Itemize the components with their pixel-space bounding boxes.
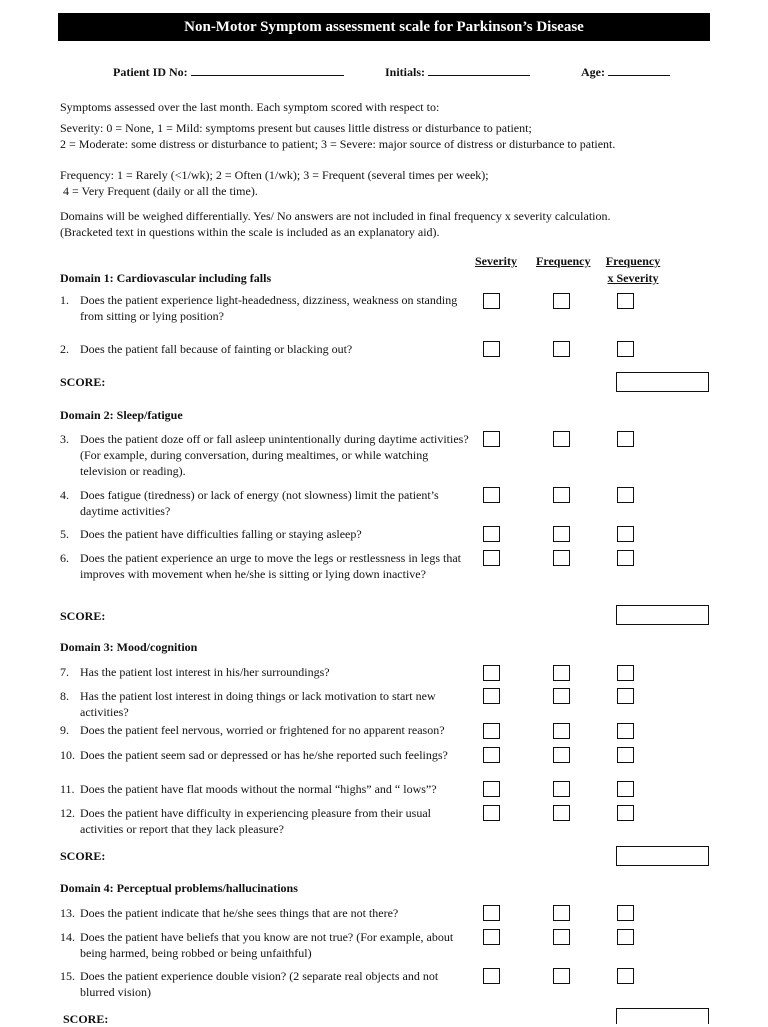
q4-severity-box[interactable] [483, 487, 500, 503]
q8-frequency-box[interactable] [553, 688, 570, 704]
domain-1-score-box[interactable] [616, 372, 709, 392]
question-number: 13. [60, 906, 75, 920]
column-header-freq-x-severity [603, 253, 663, 287]
question-number: 10. [60, 748, 75, 762]
question-5 [60, 526, 475, 542]
q12-frequency-box[interactable] [553, 805, 570, 821]
domain-1-heading: Domain 1: Cardiovascular including falls [60, 271, 272, 285]
q12-fxs-box[interactable] [617, 805, 634, 821]
question-text: Does the patient experience light-headedness, dizziness, weakness on standing from sitting or lying position? [80, 293, 458, 323]
question-text: Does the patient experience an urge to move the legs or restlessness in legs that improves with movement when he/she is sitting or lying down inactive? [80, 551, 461, 581]
intro-line-2: Severity: 0 = None, 1 = Mild: symptoms present but causes little distress or disturbance to patient; [60, 121, 532, 135]
q8-fxs-box[interactable] [617, 688, 634, 704]
initials-line[interactable] [428, 64, 530, 76]
q14-frequency-box[interactable] [553, 929, 570, 945]
question-13 [60, 905, 475, 921]
intro-line-6: Domains will be weighed differentially. Yes/ No answers are not included in final frequency x severity calculation. [60, 209, 611, 223]
patient-id-label: Patient ID No: [113, 65, 188, 79]
q10-fxs-box[interactable] [617, 747, 634, 763]
question-text: Does the patient doze off or fall asleep unintentionally during daytime activities? (For example, during conversation, during mealtimes, or while watching television or reading). [80, 432, 469, 478]
question-number: 4. [60, 488, 69, 502]
column-header-frequency: Frequency [536, 254, 591, 268]
question-text: Does the patient fall because of fainting or blacking out? [80, 342, 353, 356]
intro-line-1: Symptoms assessed over the last month. Each symptom scored with respect to: [60, 100, 440, 114]
domain-3-heading: Domain 3: Mood/cognition [60, 640, 198, 654]
domain-2-heading: Domain 2: Sleep/fatigue [60, 408, 183, 422]
q3-severity-box[interactable] [483, 431, 500, 447]
form-title: Non-Motor Symptom assessment scale for Parkinson’s Disease [58, 13, 710, 41]
question-2 [60, 341, 475, 357]
q14-fxs-box[interactable] [617, 929, 634, 945]
q15-severity-box[interactable] [483, 968, 500, 984]
q11-frequency-box[interactable] [553, 781, 570, 797]
domain-4-heading: Domain 4: Perceptual problems/hallucinations [60, 881, 298, 895]
q9-severity-box[interactable] [483, 723, 500, 739]
question-number: 6. [60, 551, 69, 565]
q1-fxs-box[interactable] [617, 293, 634, 309]
question-text: Does the patient have beliefs that you know are not true? (For example, about being harmed, being robbed or being unfaithful) [80, 930, 454, 960]
age-line[interactable] [608, 64, 670, 76]
domain-2-score-box[interactable] [616, 605, 709, 625]
question-text: Does the patient experience double vision? (2 separate real objects and not blurred vision) [80, 969, 439, 999]
question-text: Does the patient have flat moods without the normal “highs” and “ lows”? [80, 782, 437, 796]
question-number: 5. [60, 527, 69, 541]
intro-line-4: Frequency: 1 = Rarely (<1/wk); 2 = Often (1/wk); 3 = Frequent (several times per week); [60, 168, 489, 182]
q11-severity-box[interactable] [483, 781, 500, 797]
question-number: 11. [60, 782, 75, 796]
question-12 [60, 805, 475, 837]
question-text: Has the patient lost interest in his/her surroundings? [80, 665, 330, 679]
question-text: Does the patient indicate that he/she sees things that are not there? [80, 906, 399, 920]
question-8 [60, 688, 475, 720]
q2-fxs-box[interactable] [617, 341, 634, 357]
question-number: 1. [60, 293, 69, 307]
patient-id-line[interactable] [191, 64, 344, 76]
question-15 [60, 968, 475, 1000]
q10-severity-box[interactable] [483, 747, 500, 763]
domain-4-score-label: SCORE: [63, 1012, 109, 1026]
q8-severity-box[interactable] [483, 688, 500, 704]
question-number: 2. [60, 342, 69, 356]
initials-field[interactable] [385, 64, 530, 80]
q11-fxs-box[interactable] [617, 781, 634, 797]
q5-fxs-box[interactable] [617, 526, 634, 542]
question-number: 14. [60, 930, 75, 944]
q6-fxs-box[interactable] [617, 550, 634, 566]
question-number: 15. [60, 969, 75, 983]
intro-line-3: 2 = Moderate: some distress or disturbance to patient; 3 = Severe: major source of distress or disturbance to patient. [60, 137, 616, 151]
q15-frequency-box[interactable] [553, 968, 570, 984]
q10-frequency-box[interactable] [553, 747, 570, 763]
question-number: 9. [60, 723, 69, 737]
question-number: 12. [60, 806, 75, 820]
column-header-fxs-line1: Frequency [605, 254, 661, 268]
patient-id-field[interactable] [113, 64, 344, 80]
question-number: 3. [60, 432, 69, 446]
q7-severity-box[interactable] [483, 665, 500, 681]
domain-3-score-box[interactable] [616, 846, 709, 866]
domain-2-score-label: SCORE: [60, 609, 106, 623]
question-3 [60, 431, 475, 479]
question-14 [60, 929, 475, 961]
intro-line-5: 4 = Very Frequent (daily or all the time). [60, 184, 258, 198]
q3-fxs-box[interactable] [617, 431, 634, 447]
question-text: Does the patient have difficulty in experiencing pleasure from their usual activities or report that they lack pleasure? [80, 806, 431, 836]
q9-frequency-box[interactable] [553, 723, 570, 739]
column-header-fxs-line2: x Severity [607, 271, 659, 285]
initials-label: Initials: [385, 65, 426, 79]
q6-frequency-box[interactable] [553, 550, 570, 566]
question-10 [60, 747, 475, 763]
q7-frequency-box[interactable] [553, 665, 570, 681]
domain-3-score-label: SCORE: [60, 849, 106, 863]
intro-line-7: (Bracketed text in questions within the scale is included as an explanatory aid). [60, 225, 440, 239]
domain-4-score-box[interactable] [616, 1008, 709, 1024]
question-text: Has the patient lost interest in doing things or lack motivation to start new activities? [80, 689, 436, 719]
q4-fxs-box[interactable] [617, 487, 634, 503]
q5-severity-box[interactable] [483, 526, 500, 542]
q2-severity-box[interactable] [483, 341, 500, 357]
question-text: Does the patient have difficulties falling or staying asleep? [80, 527, 362, 541]
q15-fxs-box[interactable] [617, 968, 634, 984]
q4-frequency-box[interactable] [553, 487, 570, 503]
column-header-severity: Severity [475, 254, 517, 268]
question-6 [60, 550, 475, 582]
question-text: Does the patient feel nervous, worried or frightened for no apparent reason? [80, 723, 445, 737]
q7-fxs-box[interactable] [617, 665, 634, 681]
q1-severity-box[interactable] [483, 293, 500, 309]
q2-frequency-box[interactable] [553, 341, 570, 357]
domain-1-score-label: SCORE: [60, 375, 106, 389]
question-9 [60, 722, 475, 738]
age-field[interactable] [581, 64, 670, 80]
question-text: Does the patient seem sad or depressed or has he/she reported such feelings? [80, 748, 448, 762]
q13-frequency-box[interactable] [553, 905, 570, 921]
question-11 [60, 781, 475, 797]
question-1 [60, 292, 475, 324]
q3-frequency-box[interactable] [553, 431, 570, 447]
question-4 [60, 487, 475, 519]
q13-severity-box[interactable] [483, 905, 500, 921]
q12-severity-box[interactable] [483, 805, 500, 821]
question-number: 8. [60, 689, 69, 703]
age-label: Age: [581, 65, 605, 79]
q9-fxs-box[interactable] [617, 723, 634, 739]
question-7 [60, 664, 475, 680]
q14-severity-box[interactable] [483, 929, 500, 945]
question-text: Does fatigue (tiredness) or lack of energy (not slowness) limit the patient’s daytime activities? [80, 488, 439, 518]
q6-severity-box[interactable] [483, 550, 500, 566]
q5-frequency-box[interactable] [553, 526, 570, 542]
q1-frequency-box[interactable] [553, 293, 570, 309]
question-number: 7. [60, 665, 69, 679]
q13-fxs-box[interactable] [617, 905, 634, 921]
